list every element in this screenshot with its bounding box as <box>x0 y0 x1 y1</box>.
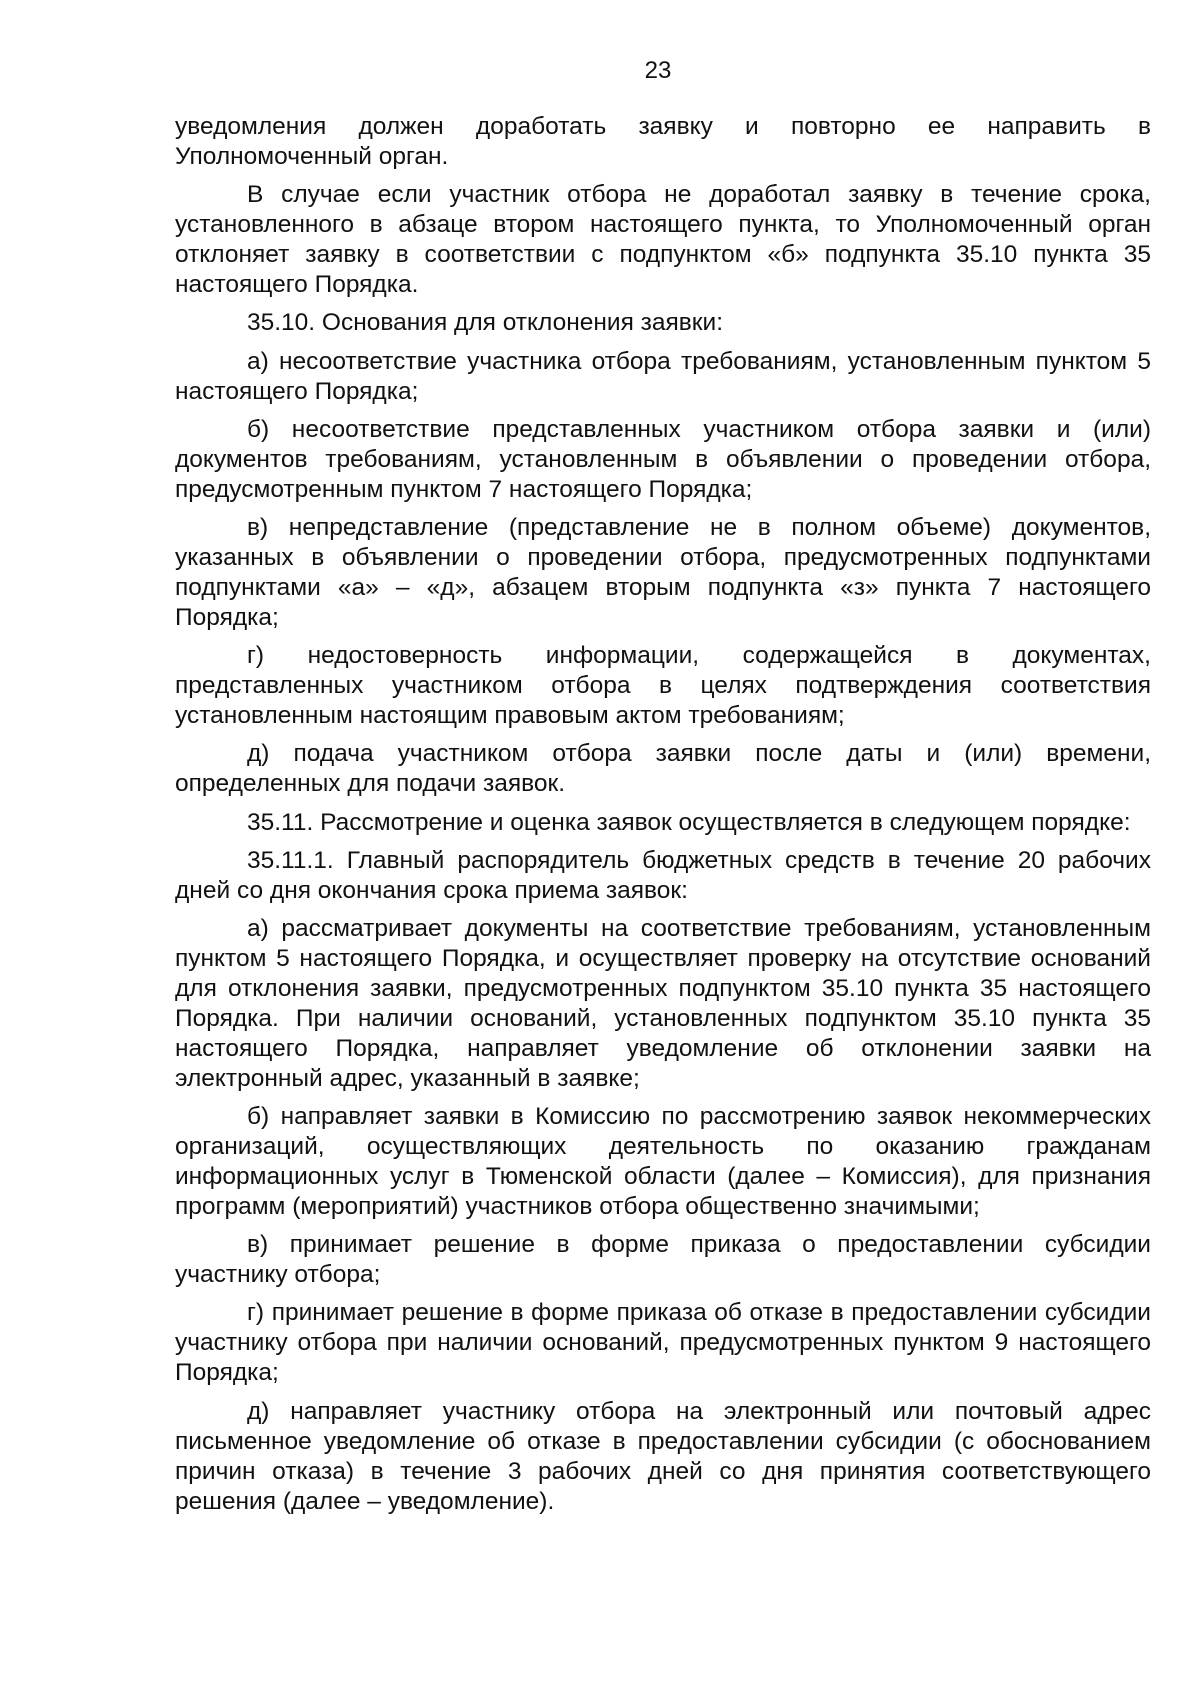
paragraph: уведомления должен доработать заявку и повторно ее направить в Уполномоченный орган. <box>175 113 1151 170</box>
paragraph: в) непредставление (представление не в полном объеме) документов, указанных в объявлении о проведении отбора, предусмотренных подпунктами подпунктами «а» – «д», абзацем вторым подпункта «з» пункта 7 настоящего Порядка; <box>175 513 1151 631</box>
paragraph: а) рассматривает документы на соответствие требованиям, установленным пунктом 5 настоящего Порядка, и осуществляет проверку на отсутствие оснований для отклонения заявки, предусмотренных подпунктом 35.10 пункта 35 настоящего Порядка. При наличии оснований, установленных подпунктом 35.10 пункта 35 настоящего Порядка, направляет уведомление об отклонении заявки на электронный адрес, указанный в заявке; <box>175 914 1151 1092</box>
paragraph: г) принимает решение в форме приказа об отказе в предоставлении субсидии участнику отбора при наличии оснований, предусмотренных пунктом 9 настоящего Порядка; <box>175 1299 1151 1387</box>
paragraph: 35.11.1. Главный распорядитель бюджетных средств в течение 20 рабочих дней со дня окончания срока приема заявок: <box>175 846 1151 904</box>
paragraph: г) недостоверность информации, содержащейся в документах, представленных участником отбора в целях подтверждения соответствия установленным настоящим правовым актом требованиям; <box>175 642 1151 730</box>
paragraph: д) подача участником отбора заявки после даты и (или) времени, определенных для подачи заявок. <box>175 740 1151 798</box>
page-number: 23 <box>644 57 672 84</box>
paragraph: 35.10. Основания для отклонения заявки: <box>247 309 724 337</box>
paragraph: б) несоответствие представленных участником отбора заявки и (или) документов требованиям, установленным в объявлении о проведении отбора, предусмотренным пунктом 7 настоящего Порядка; <box>175 415 1151 503</box>
paragraph: б) направляет заявки в Комиссию по рассмотрению заявок некоммерческих организаций, осуществляющих деятельность по оказанию гражданам информационных услуг в Тюменской области (далее – Комиссия), для признания программ (мероприятий) участников отбора общественно значимыми; <box>175 1103 1151 1221</box>
paragraph: а) несоответствие участника отбора требованиям, установленным пунктом 5 настоящего Порядка; <box>175 347 1151 405</box>
document-body <box>175 112 1151 1525</box>
paragraph: В случае если участник отбора не доработал заявку в течение срока, установленного в абзаце втором настоящего пункта, то Уполномоченный орган отклоняет заявку в соответствии с подпунктом «б» подпункта 35.10 пункта 35 настоящего Порядка. <box>175 181 1151 299</box>
paragraph: 35.11. Рассмотрение и оценка заявок осуществляется в следующем порядке: <box>247 808 1131 836</box>
paragraph: в) принимает решение в форме приказа о предоставлении субсидии участнику отбора; <box>175 1231 1151 1289</box>
paragraph: д) направляет участнику отбора на электронный или почтовый адрес письменное уведомление об отказе в предоставлении субсидии (с обоснованием причин отказа) в течение 3 рабочих дней со дня принятия соответствующего решения (далее – уведомление). <box>175 1397 1151 1515</box>
